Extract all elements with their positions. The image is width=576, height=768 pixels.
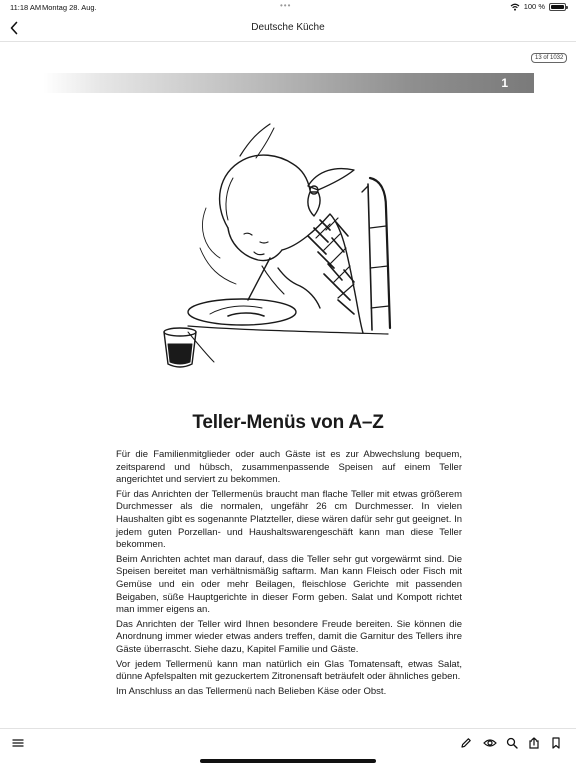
nav-bar bbox=[0, 14, 576, 42]
status-time: 11:18 AM bbox=[10, 3, 42, 12]
article-paragraph: Vor jedem Tellermenü kann man natürlich ein Glas Tomatensaft, etwas Salat, dünne Apfelspalten mit gezuckertem Zitronensaft beträufelt oder ähnliches geben. bbox=[116, 658, 462, 683]
bookmark-icon bbox=[551, 737, 561, 749]
article-title: Teller-Menüs von A–Z bbox=[192, 412, 384, 433]
article-paragraph: Im Anschluss an das Tellermenü nach Belieben Käse oder Obst. bbox=[116, 685, 387, 697]
bookmark-button[interactable] bbox=[546, 733, 566, 753]
eye-icon bbox=[483, 738, 497, 748]
status-right bbox=[510, 2, 566, 11]
bottom-toolbar bbox=[0, 728, 576, 756]
nav-title: Deutsche Küche bbox=[251, 22, 325, 33]
share-button[interactable] bbox=[524, 733, 544, 753]
battery-icon bbox=[549, 3, 566, 11]
multitasking-dots-icon[interactable]: ••• bbox=[280, 1, 292, 10]
chapter-banner bbox=[43, 73, 534, 93]
article-paragraph: Für die Familienmitglieder oder auch Gäste ist es zur Abwechslung bequem, zeitsparend und hübsch, zusammenpassende Speisen auf einem Teller angerichtet und serviert zu bekommen. bbox=[116, 449, 462, 486]
article-paragraph: Beim Anrichten achtet man darauf, dass die Teller sehr gut vorgewärmt sind. Die Speisen bereitet man verhältnismäßig saftarm. Man kann Fleisch oder Fisch mit Gemüse und ein oder mehr Beilagen, fleischlose Gerichte mit passenden Beigaben, süße Hauptgerichte in dieser Form geben. Salat und Kompott richtet man immer eigens an. bbox=[116, 553, 462, 616]
menu-button[interactable] bbox=[8, 733, 28, 753]
article-paragraph: Für das Anrichten der Tellermenüs braucht man flache Teller mit etwas größerem Durchmesser als die normalen, ungefähr 26 cm Durchmesser. In vielen Haushalten gibt es sogenannte Platzteller, diese wären dafür sehr gut geeignet. In jedem guten Porzellan- und Haushaltswarengeschäft kann man diese Teller bekommen. bbox=[116, 488, 462, 551]
pencil-icon bbox=[460, 737, 472, 749]
menu-icon bbox=[12, 738, 24, 748]
page-counter: 13 of 1032 bbox=[531, 53, 567, 63]
chapter-number: 1 bbox=[501, 76, 508, 90]
share-icon bbox=[528, 737, 540, 749]
annotate-button[interactable] bbox=[456, 733, 476, 753]
search-icon bbox=[506, 737, 518, 749]
wifi-icon bbox=[510, 3, 520, 11]
article-paragraph: Das Anrichten der Teller wird Ihnen besondere Freude bereiten. Sie können die Anordnung immer wieder etwas anders treffen, damit die Garnitur des Tellers ihre Gäste überrascht. Siehe dazu, Kapitel Familie und Gäste. bbox=[116, 618, 462, 655]
status-date: Montag 28. Aug. bbox=[42, 3, 97, 12]
article-body bbox=[116, 449, 462, 700]
home-indicator[interactable] bbox=[200, 759, 376, 763]
search-button[interactable] bbox=[502, 733, 522, 753]
status-bar bbox=[0, 0, 576, 14]
view-button[interactable] bbox=[480, 733, 500, 753]
battery-percent: 100 % bbox=[523, 2, 545, 11]
girl-eating-illustration bbox=[158, 118, 418, 378]
